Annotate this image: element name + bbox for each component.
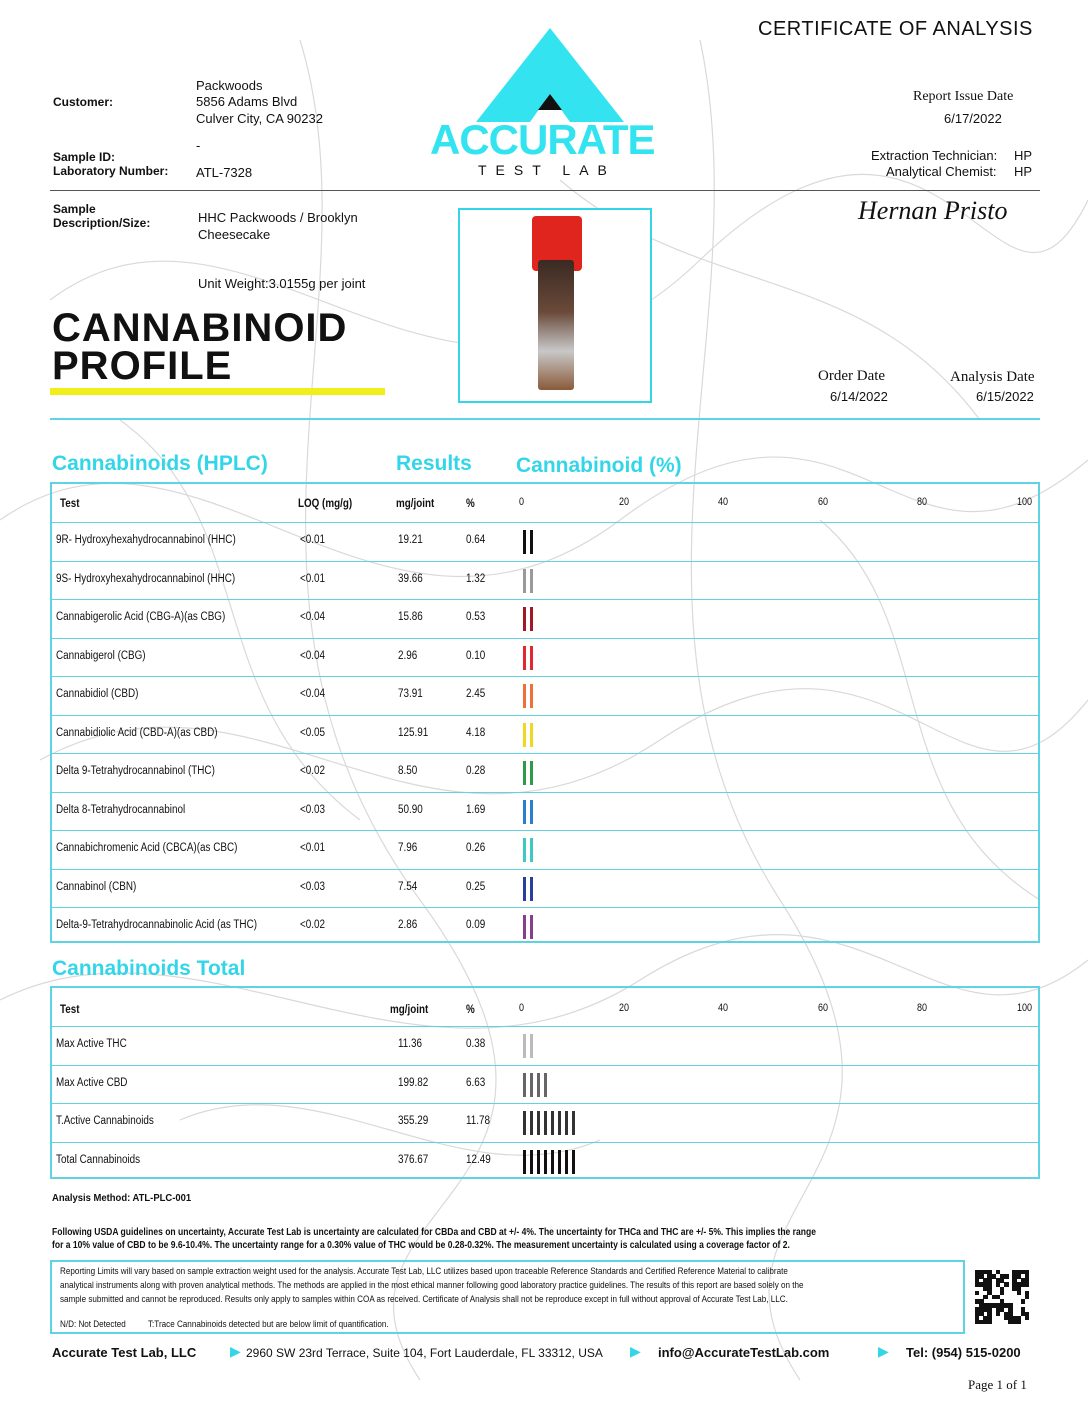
signature: Hernan Pristo <box>858 196 1008 225</box>
totals-bar-segment <box>572 1111 575 1135</box>
axis-tick-0: 0 <box>519 496 525 508</box>
hplc-row <box>52 753 1038 793</box>
section-divider <box>50 418 1040 420</box>
hplc-loq: <0.01 <box>300 572 326 585</box>
totals-bar-segment <box>544 1073 547 1097</box>
totals-pct-bar <box>523 1150 579 1174</box>
axis-tick-40: 40 <box>718 496 729 508</box>
totals-bar-segment <box>565 1150 568 1174</box>
hplc-test: Cannabichromenic Acid (CBCA)(as CBC) <box>56 842 238 855</box>
customer-address-1: 5856 Adams Blvd <box>196 94 298 109</box>
totals-mg: 376.67 <box>398 1153 429 1166</box>
totals-pct-bar <box>523 1073 551 1097</box>
hplc-pct: 2.45 <box>466 688 486 701</box>
hplc-bar-segment <box>523 877 526 901</box>
hplc-bar-segment <box>523 723 526 747</box>
totals-table <box>50 986 1040 1179</box>
hplc-title: Cannabinoids (HPLC) <box>52 452 268 475</box>
totals-pct: 12.49 <box>466 1153 491 1166</box>
hplc-pct-bar <box>523 915 537 939</box>
report-issue-label: Report Issue Date <box>913 89 1014 104</box>
totals-test: Max Active THC <box>56 1038 127 1051</box>
hplc-loq: <0.04 <box>300 649 326 662</box>
hplc-bar-segment <box>523 761 526 785</box>
hplc-bar-segment <box>523 569 526 593</box>
axis-tick-80: 80 <box>917 496 928 508</box>
hplc-loq: <0.05 <box>300 726 326 739</box>
hplc-bar-segment <box>530 877 533 901</box>
totals-header-row <box>52 988 1038 1026</box>
axis-tick-20: 20 <box>618 1002 629 1014</box>
profile-title-underline <box>50 388 385 395</box>
hplc-test: Cannabigerolic Acid (CBG-A)(as CBG) <box>56 611 226 624</box>
percent-title: Cannabinoid (%) <box>516 454 682 477</box>
hplc-pct: 0.25 <box>466 880 486 893</box>
col-test-header: Test <box>60 496 80 510</box>
hplc-pct: 1.32 <box>466 572 486 585</box>
totals-row <box>52 1142 1038 1182</box>
hplc-mg: 73.91 <box>398 688 423 701</box>
axis-tick-60: 60 <box>817 1002 828 1014</box>
footer-email[interactable]: info@AccurateTestLab.com <box>658 1345 830 1360</box>
totals-bar-segment <box>523 1073 526 1097</box>
footer-phone: Tel: (954) 515-0200 <box>906 1345 1021 1360</box>
totals-bar-segment <box>537 1111 540 1135</box>
hplc-bar-segment <box>530 761 533 785</box>
hplc-pct: 4.18 <box>466 726 486 739</box>
totals-bar-segment <box>537 1150 540 1174</box>
profile-title-line-1: CANNABINOID <box>52 306 348 350</box>
totals-bar-segment <box>544 1111 547 1135</box>
trace-note: T:Trace Cannabinoids detected but are below limit of quantification. <box>148 1319 389 1329</box>
totals-col-test-header: Test <box>60 1002 80 1016</box>
hplc-test: Cannabinol (CBN) <box>56 880 137 893</box>
unit-weight: Unit Weight:3.0155g per joint <box>198 276 366 291</box>
hplc-test: 9R- Hydroxyhexahydrocannabinol (HHC) <box>56 534 236 547</box>
product-photo <box>458 208 652 403</box>
logo-wordmark: ACCURATE <box>430 116 655 163</box>
hplc-bar-segment <box>530 838 533 862</box>
hplc-mg: 8.50 <box>398 765 418 778</box>
analytical-chemist-label: Analytical Chemist: <box>886 164 997 179</box>
totals-test: Max Active CBD <box>56 1076 128 1089</box>
totals-bar-segment <box>537 1073 540 1097</box>
hplc-bar-segment <box>523 530 526 554</box>
hplc-mg: 2.86 <box>398 919 418 932</box>
axis-tick-40: 40 <box>718 1002 729 1014</box>
hplc-loq: <0.02 <box>300 765 326 778</box>
hplc-pct: 0.09 <box>466 919 486 932</box>
header-divider <box>50 190 1040 191</box>
hplc-table <box>50 482 1040 943</box>
totals-bar-segment <box>530 1034 533 1058</box>
totals-mg: 11.36 <box>398 1038 423 1051</box>
hplc-pct: 0.10 <box>466 649 486 662</box>
hplc-test: Cannabidiol (CBD) <box>56 688 139 701</box>
col-loq-header: LOQ (mg/g) <box>298 496 353 510</box>
totals-bar-segment <box>530 1073 533 1097</box>
profile-title-line-2: PROFILE <box>52 344 233 388</box>
hplc-pct-bar <box>523 800 537 824</box>
axis-tick-100: 100 <box>1017 496 1033 508</box>
totals-row <box>52 1026 1038 1066</box>
hplc-pct-bar <box>523 646 537 670</box>
extraction-technician-label: Extraction Technician: <box>871 148 998 163</box>
hplc-bar-segment <box>523 915 526 939</box>
analysis-date-label: Analysis Date <box>950 369 1035 385</box>
footer-arrow-3-icon: ▶ <box>878 1343 889 1359</box>
sample-desc-label-1: Sample <box>53 202 96 216</box>
hplc-pct: 0.26 <box>466 842 486 855</box>
product-tube <box>538 260 574 390</box>
totals-bar-segment <box>551 1111 554 1135</box>
lab-number-value: ATL-7328 <box>196 165 253 180</box>
hplc-test: Cannabigerol (CBG) <box>56 649 146 662</box>
analysis-date: 6/15/2022 <box>976 389 1034 404</box>
report-issue-date: 6/17/2022 <box>944 111 1002 126</box>
totals-bar-segment <box>558 1111 561 1135</box>
hplc-bar-segment <box>530 646 533 670</box>
hplc-bar-segment <box>530 684 533 708</box>
hplc-mg: 15.86 <box>398 611 423 624</box>
hplc-row <box>52 599 1038 639</box>
axis-tick-100: 100 <box>1017 1002 1033 1014</box>
totals-col-pct-header: % <box>466 1002 475 1016</box>
logo-subtitle: TEST LAB <box>478 162 616 178</box>
axis-tick-60: 60 <box>817 496 828 508</box>
hplc-pct-bar <box>523 838 537 862</box>
totals-row <box>52 1065 1038 1105</box>
totals-bar-segment <box>558 1150 561 1174</box>
lab-number-label: Laboratory Number: <box>53 164 169 178</box>
totals-bar-segment <box>572 1150 575 1174</box>
hplc-test: Delta 8-Tetrahydrocannabinol <box>56 803 186 816</box>
hplc-test: Cannabidiolic Acid (CBD-A)(as CBD) <box>56 726 218 739</box>
hplc-bar-segment <box>523 684 526 708</box>
hplc-row <box>52 715 1038 755</box>
sample-id-label: Sample ID: <box>53 150 116 164</box>
footer-address: 2960 SW 23rd Terrace, Suite 104, Fort Lauderdale, FL 33312, USA <box>246 1346 603 1360</box>
hplc-bar-segment <box>530 569 533 593</box>
analysis-method: Analysis Method: ATL-PLC-001 <box>52 1192 192 1204</box>
axis-tick-80: 80 <box>917 1002 928 1014</box>
hplc-row <box>52 676 1038 716</box>
hplc-pct-bar <box>523 877 537 901</box>
sample-desc-value-2: Cheesecake <box>198 227 271 242</box>
totals-test: T.Active Cannabinoids <box>56 1115 154 1128</box>
disclaimer-line-1: Reporting Limits will vary based on sample extraction weight used for the analysis. Accurate Test Lab, LLC utilizes based upon traceable Reference Standards and Certified Reference Material to calibrate <box>60 1266 788 1276</box>
hplc-pct-bar <box>523 684 537 708</box>
results-title: Results <box>396 452 472 475</box>
hplc-mg: 39.66 <box>398 572 423 585</box>
uncertainty-line-1: Following USDA guidelines on uncertainty, Accurate Test Lab is uncertainty are calculated for CBDa and CBD at +/- 4%. The uncertainty for THCa and THC are +/- 5%. This implies the range <box>52 1227 816 1238</box>
hplc-row <box>52 638 1038 678</box>
hplc-pct-bar <box>523 607 537 631</box>
totals-bar-segment <box>530 1111 533 1135</box>
totals-bar-segment <box>523 1034 526 1058</box>
hplc-loq: <0.04 <box>300 688 326 701</box>
totals-row <box>52 1103 1038 1143</box>
hplc-test: 9S- Hydroxyhexahydrocannabinol (HHC) <box>56 572 236 585</box>
order-date: 6/14/2022 <box>830 389 888 404</box>
totals-mg: 199.82 <box>398 1076 429 1089</box>
uncertainty-line-2: for a 10% value of CBD to be 9.6-10.4%. The uncertainty range for a 0.30% value of THC would be 0.28-0.32%. The measurement uncertainty is calculated using a coverage factor of 2. <box>52 1240 790 1251</box>
totals-pct-bar <box>523 1111 579 1135</box>
totals-pct-bar <box>523 1034 537 1058</box>
hplc-row <box>52 792 1038 832</box>
qr-code-icon[interactable] <box>975 1270 1029 1324</box>
hplc-mg: 19.21 <box>398 534 423 547</box>
hplc-header-row <box>52 484 1038 522</box>
accurate-logo-icon <box>470 26 630 126</box>
hplc-pct-bar <box>523 530 537 554</box>
totals-col-mg-header: mg/joint <box>390 1002 429 1016</box>
hplc-bar-segment <box>523 646 526 670</box>
hplc-row <box>52 830 1038 870</box>
customer-address-2: Culver City, CA 90232 <box>196 111 323 126</box>
hplc-mg: 7.96 <box>398 842 418 855</box>
hplc-bar-segment <box>530 723 533 747</box>
col-pct-header: % <box>466 496 475 510</box>
analytical-chemist-value: HP <box>1014 164 1033 179</box>
hplc-loq: <0.02 <box>300 919 326 932</box>
hplc-pct: 0.28 <box>466 765 486 778</box>
footer-company: Accurate Test Lab, LLC <box>52 1345 197 1360</box>
sample-desc-label-2: Description/Size: <box>53 216 151 230</box>
col-mg-header: mg/joint <box>396 496 435 510</box>
axis-tick-0: 0 <box>519 1002 525 1014</box>
hplc-pct-bar <box>523 569 537 593</box>
extraction-technician-value: HP <box>1014 148 1033 163</box>
totals-pct: 11.78 <box>466 1115 491 1128</box>
hplc-mg: 50.90 <box>398 803 423 816</box>
order-date-label: Order Date <box>818 368 886 384</box>
hplc-pct: 1.69 <box>466 803 486 816</box>
hplc-bar-segment <box>530 800 533 824</box>
sample-desc-value-1: HHC Packwoods / Brooklyn <box>198 210 358 225</box>
hplc-loq: <0.01 <box>300 842 326 855</box>
disclaimer-line-3: sample submitted and cannot be reproduced. Results only apply to samples within COA as received. Certificate of Analysis shall not be reproduce except in full without approval of Accurate Test Lab, LLC. <box>60 1294 788 1304</box>
totals-pct: 6.63 <box>466 1076 486 1089</box>
hplc-row <box>52 869 1038 909</box>
hplc-bar-segment <box>523 838 526 862</box>
hplc-mg: 7.54 <box>398 880 418 893</box>
totals-mg: 355.29 <box>398 1115 429 1128</box>
hplc-bar-segment <box>530 530 533 554</box>
hplc-test: Delta 9-Tetrahydrocannabinol (THC) <box>56 765 215 778</box>
hplc-loq: <0.01 <box>300 534 326 547</box>
totals-pct: 0.38 <box>466 1038 486 1051</box>
axis-tick-20: 20 <box>618 496 629 508</box>
hplc-mg: 2.96 <box>398 649 418 662</box>
hplc-pct-bar <box>523 723 537 747</box>
hplc-loq: <0.03 <box>300 880 326 893</box>
footer-arrow-2-icon: ▶ <box>630 1343 641 1359</box>
totals-test: Total Cannabinoids <box>56 1153 141 1166</box>
totals-bar-segment <box>544 1150 547 1174</box>
disclaimer-line-2: analytical instruments along with proven analytical methods. The methods are applied in the most ethical manner following good laboratory practice guidelines. The results of this report are based solely on the <box>60 1280 804 1290</box>
hplc-row <box>52 561 1038 601</box>
hplc-mg: 125.91 <box>398 726 429 739</box>
hplc-pct: 0.64 <box>466 534 486 547</box>
totals-bar-segment <box>523 1150 526 1174</box>
totals-title: Cannabinoids Total <box>52 957 246 980</box>
hplc-pct: 0.53 <box>466 611 486 624</box>
hplc-bar-segment <box>523 607 526 631</box>
hplc-test: Delta-9-Tetrahydrocannabinolic Acid (as THC) <box>56 919 258 932</box>
document-title: CERTIFICATE OF ANALYSIS <box>758 18 1033 40</box>
totals-bar-segment <box>523 1111 526 1135</box>
customer-label: Customer: <box>53 95 114 109</box>
hplc-row <box>52 907 1038 947</box>
hplc-bar-segment <box>530 607 533 631</box>
disclaimer-box <box>50 1260 965 1334</box>
customer-name: Packwoods <box>196 78 263 93</box>
page-number: Page 1 of 1 <box>968 1377 1027 1392</box>
sample-id-value: - <box>196 138 201 153</box>
hplc-loq: <0.04 <box>300 611 326 624</box>
totals-bar-segment <box>551 1150 554 1174</box>
totals-bar-segment <box>565 1111 568 1135</box>
hplc-row <box>52 522 1038 562</box>
nd-note: N/D: Not Detected <box>60 1319 126 1329</box>
footer-arrow-1-icon: ▶ <box>230 1343 241 1359</box>
hplc-loq: <0.03 <box>300 803 326 816</box>
hplc-bar-segment <box>523 800 526 824</box>
totals-bar-segment <box>530 1150 533 1174</box>
hplc-pct-bar <box>523 761 537 785</box>
hplc-bar-segment <box>530 915 533 939</box>
